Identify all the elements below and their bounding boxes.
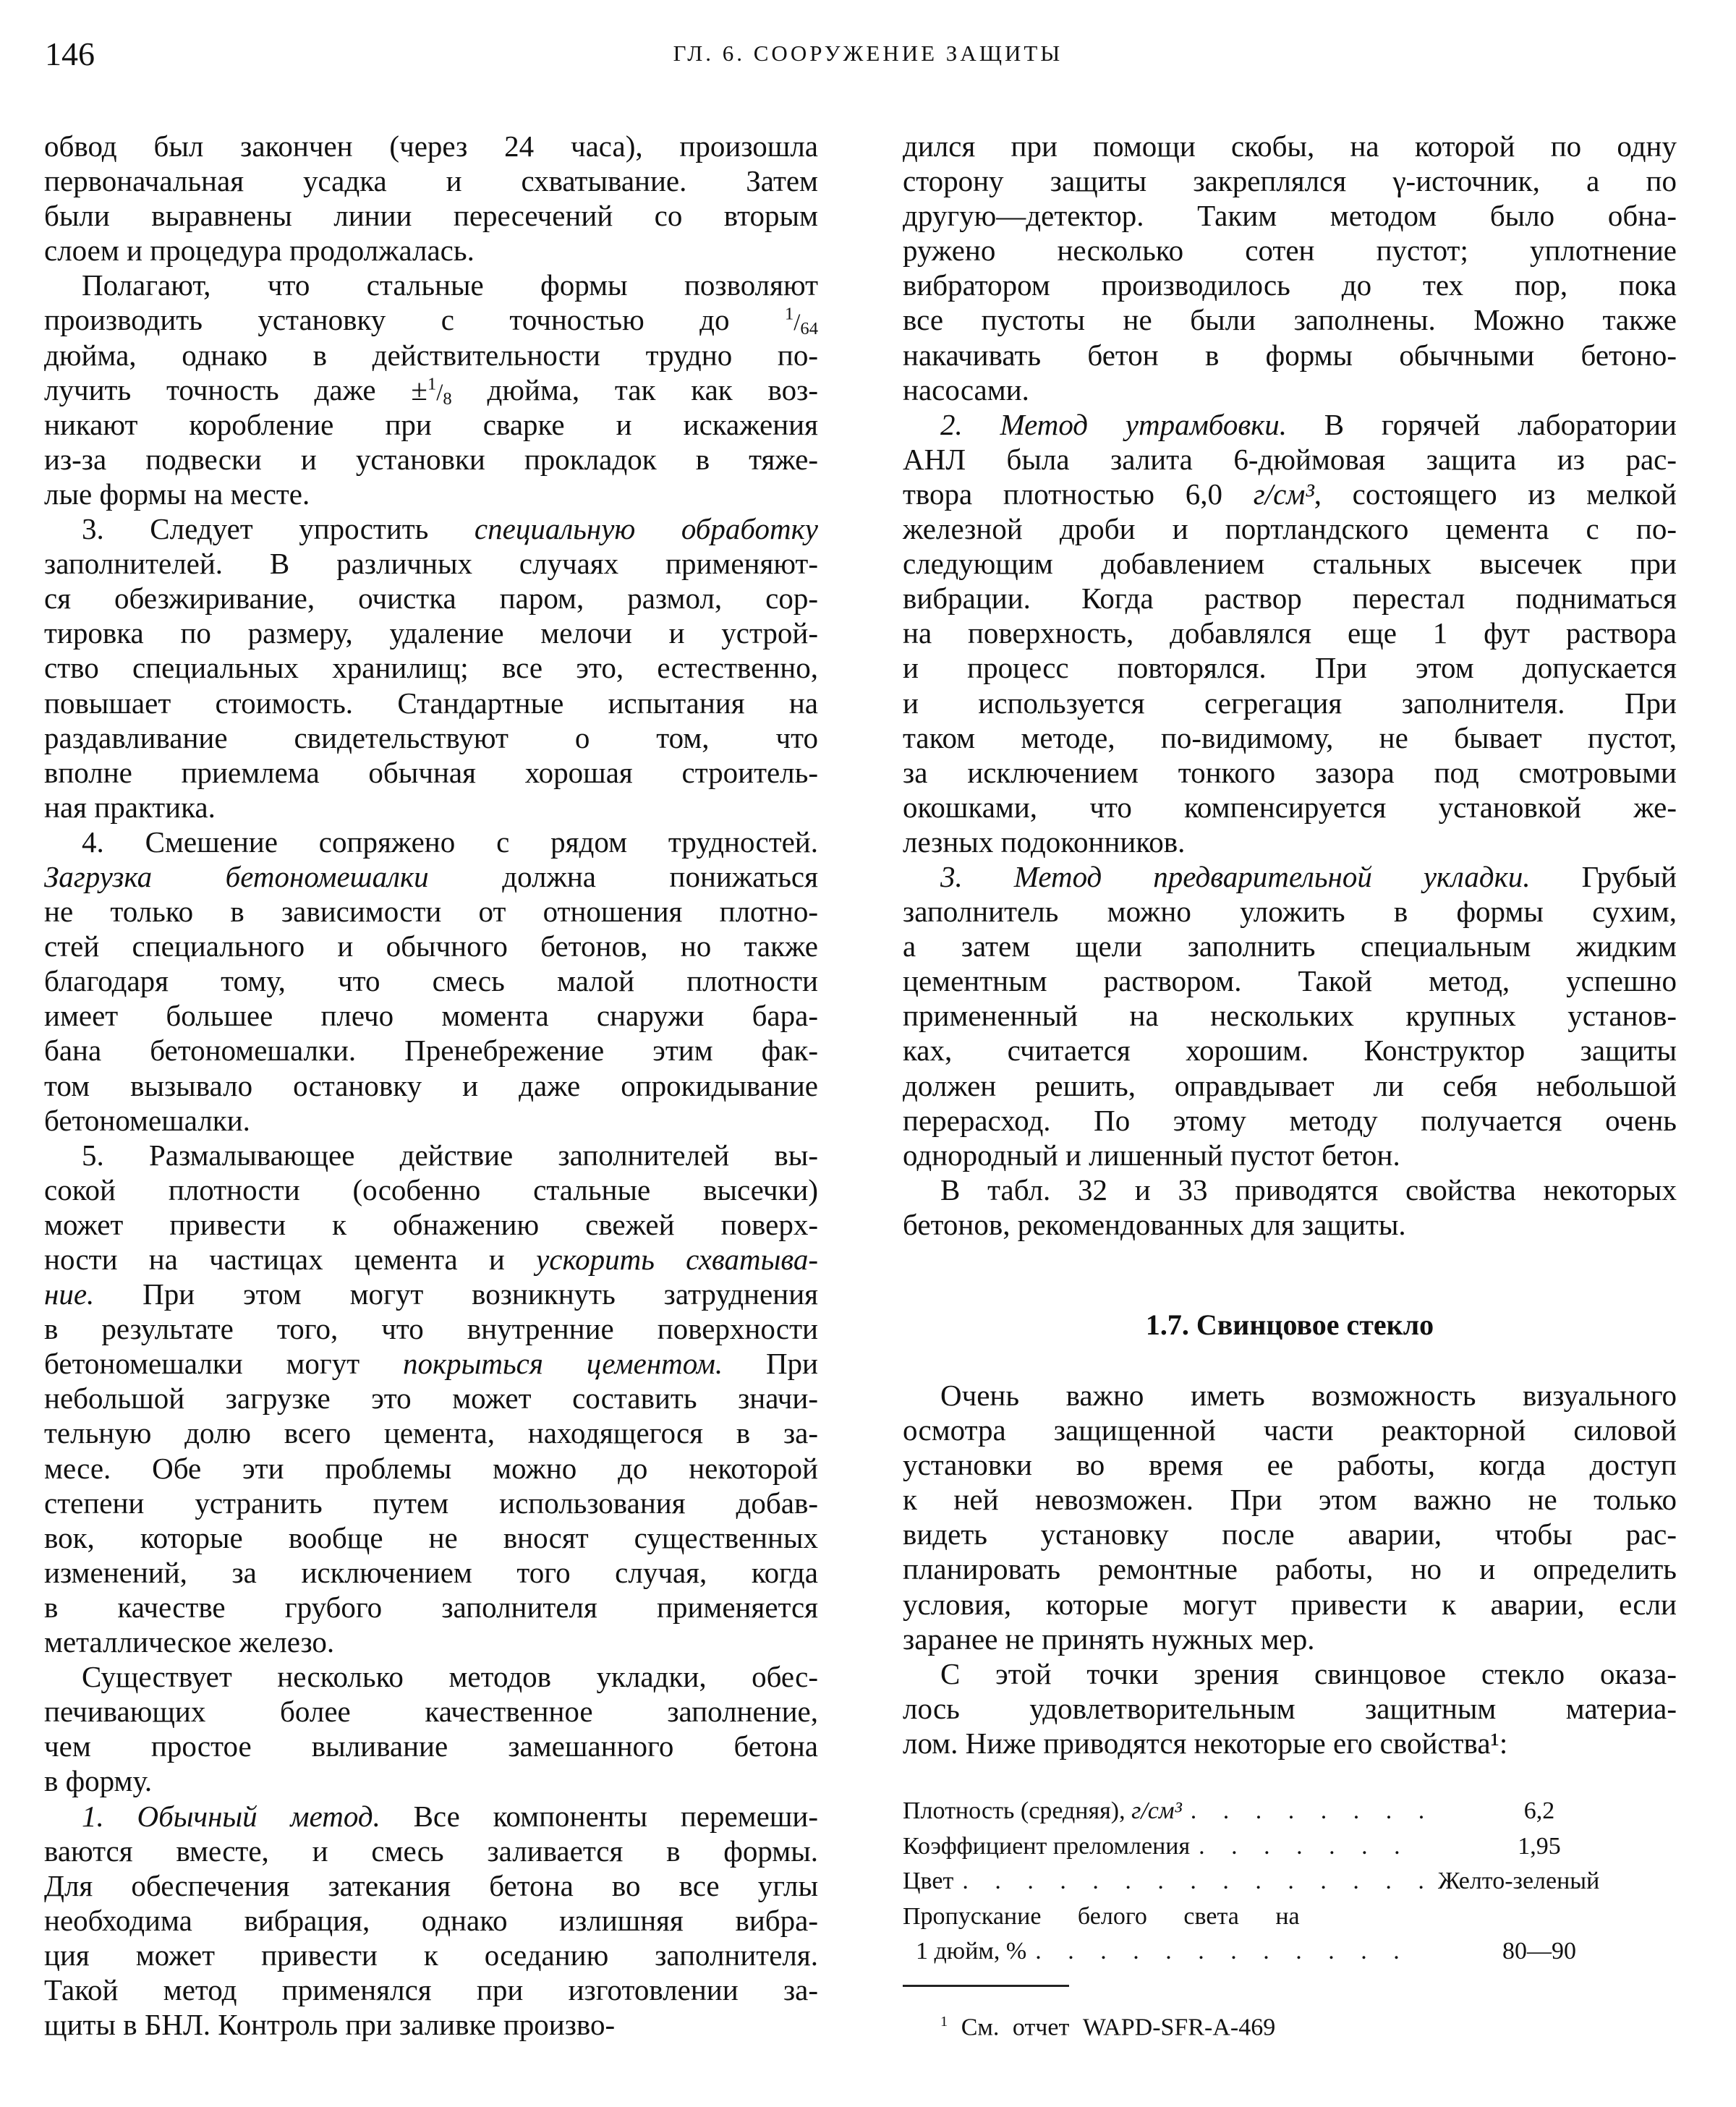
property-row-transmission [903, 1899, 1655, 1935]
text-line: металлическое железо. [44, 1625, 335, 1659]
text-line: видеть установку после аварии, чтобы рас- [903, 1518, 1677, 1551]
text-line: заранее не принять нужных мер. [903, 1622, 1315, 1656]
property-label: Плотность (средняя), г/см³ [903, 1797, 1182, 1824]
text-line: заполнитель можно уложить в формы сухим, [903, 895, 1677, 929]
paragraph [903, 1378, 1677, 1656]
text-line: вполне приемлема обычная хорошая строитель- [44, 755, 818, 789]
right-column [903, 129, 1677, 1242]
property-value: 80—90 [1502, 1938, 1576, 1965]
italic-text: Загрузка бетономешалки [44, 859, 429, 893]
text-line: бетономешалки. [44, 1103, 250, 1137]
text-line: лучить точность даже $\pm^1/_8$ дюйма, так как воз- [44, 373, 818, 409]
text-line: за исключением тонкого зазора под смотровыми [903, 755, 1677, 789]
text-line: таком методе, по-видимому, не бывает пустот, [903, 720, 1677, 754]
text-line: ная практика. [44, 790, 216, 824]
text-line: благодаря тому, что смесь малой плотности [44, 964, 818, 998]
text-line: обвод был закончен (через 24 часа), произошла [44, 129, 818, 163]
italic-text: 2. Метод утрамбовки. [940, 407, 1288, 441]
text-line: том вызывало остановку и даже опрокидывание [44, 1068, 818, 1102]
paragraph [44, 511, 818, 825]
dot-leader [1026, 1934, 1424, 1970]
text-line: В табл. 32 и 33 приводятся свойства некоторых [940, 1172, 1677, 1206]
text-line: осмотра защищенной части реакторной силовой [903, 1413, 1677, 1447]
text-line: небольшой загрузке это может составить значи- [44, 1382, 818, 1416]
text-line: дюйма, однако в действительности трудно по- [44, 338, 818, 372]
text-line: к ней невозможен. При этом важно не только [903, 1483, 1677, 1517]
section-body [903, 1378, 1677, 1761]
left-column [44, 129, 818, 2042]
property-row-refraction [903, 1829, 1655, 1865]
text-line: С этой точки зрения свинцовое стекло оказа- [940, 1656, 1677, 1690]
text-line: на поверхность, добавлялся еще 1 фут раствора [903, 616, 1677, 650]
paragraph [44, 1138, 818, 1659]
text-line: перерасход. По этому методу получается очень [903, 1103, 1677, 1137]
text-line: лом. Ниже приводятся некоторые его свойства¹: [903, 1726, 1508, 1760]
text-line: АНЛ была залита 6-дюймовая защита из рас- [903, 442, 1677, 476]
text-line: никают коробление при сварке и искажения [44, 407, 818, 441]
text-line: однородный и лишенный пустот бетон. [903, 1138, 1400, 1172]
property-row-color [903, 1864, 1655, 1899]
paragraph [903, 1656, 1677, 1761]
text-line: в качестве грубого заполнителя применяется [44, 1590, 818, 1624]
text-line: железной дроби и портландского цемента с по- [903, 512, 1677, 546]
text-line: производить установку с точностью до $^1/_{64}$ [44, 303, 818, 339]
text-line: вибрации. Когда раствор перестал подниматься [903, 582, 1677, 616]
text-line: насосами. [903, 373, 1029, 406]
text-line: из-за подвески и установки прокладок в тяже- [44, 442, 818, 476]
text-line: тельную долю всего цемента, находящегося в за- [44, 1416, 818, 1450]
text-line: ружено несколько сотен пустот; уплотнение [903, 234, 1677, 268]
text-line: повышает стоимость. Стандартные испытания на [44, 686, 818, 720]
text-line: изменений, за исключением того случая, когда [44, 1555, 818, 1589]
property-unit: г/см³ [1131, 1797, 1182, 1824]
property-label: Коэффициент преломления [903, 1832, 1191, 1860]
dot-leader [1182, 1794, 1424, 1829]
property-value: Желто-зеленый [1438, 1868, 1600, 1894]
page-number: 146 [45, 35, 95, 72]
text-line: окошками, что компенсируется установкой же- [903, 790, 1677, 824]
text-line: имеет большее плечо момента снаружи бара- [44, 999, 818, 1033]
text-line: вок, которые вообще не вносят существенных [44, 1520, 818, 1554]
paragraph [44, 268, 818, 511]
property-label: Цвет [903, 1868, 954, 1894]
text-line: щиты в БНЛ. Контроль при заливке произво- [44, 2008, 616, 2042]
text-line: 1. Обычный метод. Все компоненты перемеши- [82, 1799, 818, 1833]
text-line: примененный на нескольких крупных установ- [903, 999, 1677, 1033]
text-line: печивающих более качественное заполнение, [44, 1695, 818, 1729]
footnote-divider [903, 1985, 1069, 1987]
text-line: должен решить, оправдывает ли себя небольшой [903, 1068, 1677, 1102]
text-line: 4. Смешение сопряжено с рядом трудностей. [82, 825, 818, 859]
text-line: стей специального и обычного бетонов, но также [44, 929, 818, 963]
text-line: вибратором производилось до тех пор, пока [903, 268, 1677, 302]
paragraph [903, 407, 1677, 859]
text-line: ности на частицах цемента и ускорить схватыва- [44, 1243, 819, 1276]
text-line: может привести к обнажению свежей поверх- [44, 1207, 818, 1241]
text-line: Загрузка бетономешалки должна понижаться [44, 859, 818, 893]
text-line: Полагают, что стальные формы позволяют [82, 268, 818, 302]
text-line: степени устранить путем использования добав- [44, 1486, 818, 1520]
text-line: сторону защиты закреплялся γ-источник, а по [903, 164, 1677, 198]
running-title: ГЛ. 6. СООРУЖЕНИЕ ЗАЩИТЫ [673, 41, 1063, 66]
property-value: 1,95 [1518, 1832, 1561, 1860]
text-line: Такой метод применялся при изготовлении за- [44, 1972, 818, 2006]
italic-text: 3. Метод предварительной укладки. [940, 859, 1531, 893]
text-line: слоем и процедура продолжалась. [44, 234, 475, 268]
text-line: первоначальная усадка и схватывание. Затем [44, 164, 818, 198]
italic-text: специальную обработку [474, 512, 818, 546]
text-line: условия, которые могут привести к аварии, если [903, 1587, 1677, 1621]
dot-leader [953, 1864, 1424, 1899]
property-label: 1 дюйм, % [916, 1938, 1027, 1965]
text-line: месе. Обе эти проблемы можно до некоторой [44, 1451, 818, 1485]
fraction: $^1/_{64}$ [784, 304, 818, 339]
dot-leader [1190, 1829, 1424, 1865]
footnote-text: См. отчет WAPD-SFR-A-469 [961, 2014, 1276, 2041]
text-line: в форму. [44, 1764, 153, 1798]
text-line: лезных подоконников. [903, 825, 1186, 859]
text-line: были выравнены линии пересечений со вторым [44, 199, 818, 233]
text-line: 2. Метод утрамбовки. В горячей лаборатории [940, 407, 1677, 441]
text-line: а затем щели заполнить специальным жидким [903, 929, 1677, 963]
footnote [940, 2014, 1275, 2041]
text-line: все пустоты не были заполнены. Можно также [903, 303, 1677, 337]
text-line: тировка по размеру, удаление мелочи и устрой- [44, 616, 818, 650]
text-line: цементным раствором. Такой метод, успешно [903, 964, 1677, 998]
paragraph [903, 859, 1677, 1172]
text-line: установки во время ее работы, когда доступ [903, 1448, 1677, 1482]
text-line: Существует несколько методов укладки, обес- [82, 1660, 818, 1694]
property-value: 6,2 [1523, 1797, 1555, 1824]
text-line: в результате того, что внутренние поверхности [44, 1312, 818, 1346]
text-line: 3. Следует упростить специальную обработку [82, 512, 818, 546]
property-label: Пропускание белого света на [903, 1902, 1300, 1930]
text-line: 5. Размалывающее действие заполнителей вы- [82, 1138, 818, 1172]
text-line: ся обезжиривание, очистка паром, размол, сор- [44, 582, 818, 616]
paragraph [44, 825, 818, 1138]
text-line: бана бетономешалки. Пренебрежение этим фак- [44, 1034, 818, 1068]
italic-text: 1. Обычный метод. [82, 1799, 380, 1833]
text-line: и используется сегрегация заполнителя. При [903, 686, 1677, 720]
fraction: $^1/_8$ [427, 373, 452, 409]
text-line: другую—детектор. Таким методом было обна- [903, 199, 1677, 233]
paragraph [903, 1172, 1677, 1242]
text-line: Для обеспечения затекания бетона во все углы [44, 1868, 818, 1902]
property-row-density [903, 1794, 1655, 1829]
text-line: твора плотностью 6,0 г/см³, состоящего из мелкой [903, 477, 1677, 511]
italic-text: г/см³ [1253, 477, 1314, 511]
text-line: не только в зависимости от отношения плотно- [44, 895, 818, 929]
paragraph [903, 129, 1677, 407]
paragraph [44, 129, 818, 268]
text-line: дился при помощи скобы, на которой по одну [903, 129, 1677, 163]
text-line: заполнителей. В различных случаях применяют- [44, 547, 818, 581]
text-line: и процесс повторялся. При этом допускается [903, 651, 1677, 685]
text-line: лось удовлетворительным защитным материа- [903, 1691, 1677, 1725]
italic-text: покрыться цементом. [402, 1347, 723, 1381]
text-line: лые формы на месте. [44, 477, 310, 511]
text-line: сокой плотности (особенно стальные высечки) [44, 1172, 818, 1206]
text-line: ваются вместе, и смесь заливается в формы. [44, 1834, 818, 1868]
text-line: бетономешалки могут покрыться цементом. При [44, 1347, 818, 1381]
text-line: необходима вибрация, однако излишняя вибра- [44, 1903, 818, 1937]
text-line: ство специальных хранилищ; все это, естественно, [44, 651, 818, 685]
property-row-transmission-cont [903, 1934, 1655, 1970]
text-line: ция может привести к оседанию заполнителя. [44, 1938, 818, 1972]
text-line: бетонов, рекомендованных для защиты. [903, 1207, 1406, 1241]
text-line: чем простое выливание замешанного бетона [44, 1729, 818, 1763]
properties-table [903, 1794, 1655, 1970]
text-line: ние. При этом могут возникнуть затруднения [44, 1277, 818, 1311]
italic-text: ние. [44, 1277, 95, 1311]
section-heading: 1.7. Свинцовое стекло [1145, 1308, 1434, 1341]
text-line: раздавливание свидетельствуют о том, что [44, 720, 818, 754]
paragraph [44, 1799, 818, 2043]
text-line: следующим добавлением стальных высечек при [903, 547, 1677, 581]
text-line: накачивать бетон в формы обычными бетоно- [903, 338, 1677, 372]
text-line: ках, считается хорошим. Конструктор защиты [903, 1034, 1677, 1068]
text-line: Очень важно иметь возможность визуального [940, 1379, 1677, 1412]
text-line: 3. Метод предварительной укладки. Грубый [940, 859, 1677, 893]
italic-text: ускорить схватыва- [536, 1243, 819, 1276]
paragraph [44, 1659, 818, 1798]
text-line: планировать ремонтные работы, но и определить [903, 1552, 1677, 1586]
footnote-mark: 1 [940, 2014, 948, 2030]
